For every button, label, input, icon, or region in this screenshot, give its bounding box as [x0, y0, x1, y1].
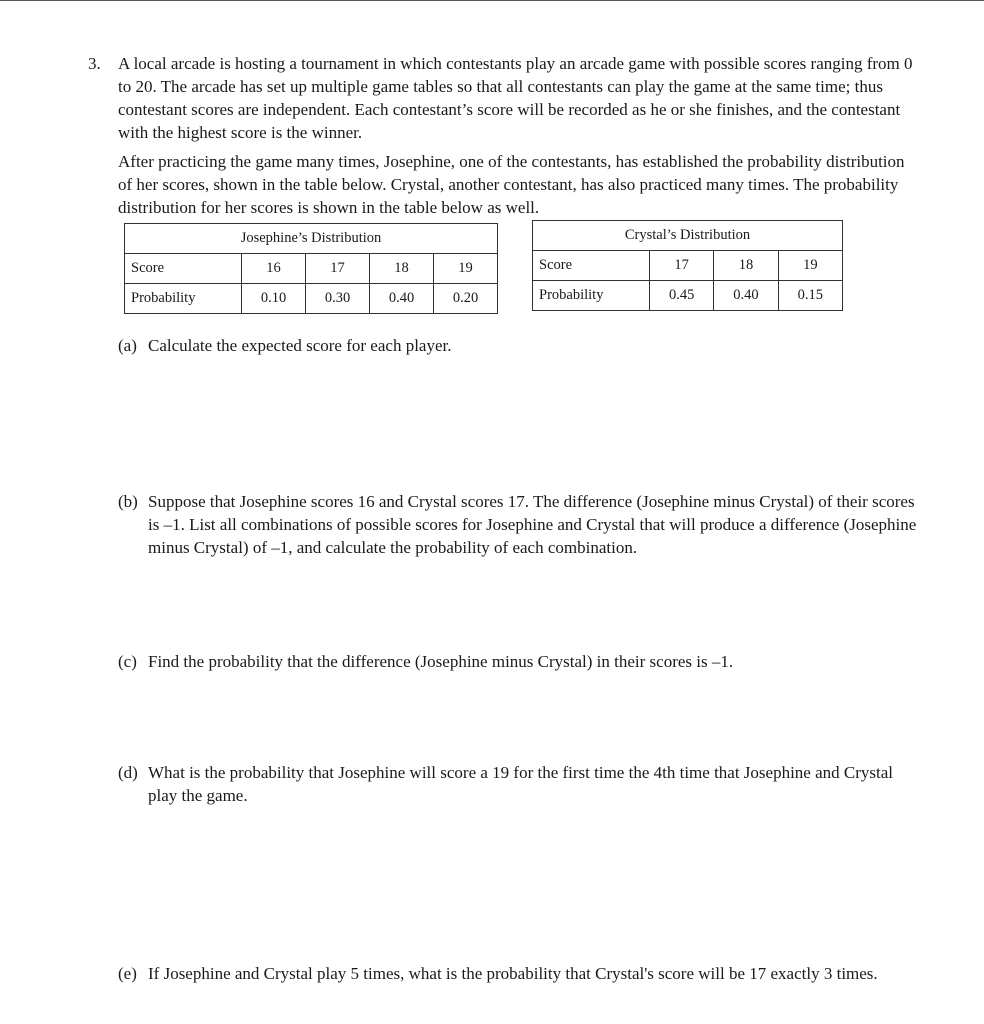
probability-cell: 0.40 [370, 284, 434, 314]
part-text: If Josephine and Crystal play 5 times, what is the probability that Crystal's score will be 17 exactly 3 times. [148, 964, 878, 983]
probability-cell: 0.10 [242, 284, 306, 314]
part-label: (a) [118, 336, 137, 355]
part-a [118, 334, 918, 357]
part-text: Calculate the expected score for each player. [148, 336, 452, 355]
probability-cell: 0.20 [434, 284, 498, 314]
row-label: Probability [125, 284, 242, 314]
part-label: (b) [118, 492, 138, 511]
probability-cell: 0.45 [650, 281, 714, 311]
row-label: Score [533, 251, 650, 281]
question-number: 3. [88, 54, 101, 73]
question-setup: After practicing the game many times, Josephine, one of the contestants, has established the probability distribution of her scores, shown in the table below. Crystal, another contestant, has also practiced many times. The probability distribution for her scores is shown in the table below as well. [118, 152, 905, 217]
probability-cell: 0.30 [306, 284, 370, 314]
part-b [118, 490, 918, 559]
score-row [125, 254, 498, 284]
score-cell: 18 [714, 251, 778, 281]
probability-cell: 0.40 [714, 281, 778, 311]
score-cell: 17 [306, 254, 370, 284]
probability-cell: 0.15 [778, 281, 842, 311]
part-label: (d) [118, 763, 138, 782]
part-label: (e) [118, 964, 137, 983]
probability-row [533, 281, 843, 311]
probability-row [125, 284, 498, 314]
score-cell: 16 [242, 254, 306, 284]
part-text: What is the probability that Josephine will score a 19 for the first time the 4th time that Josephine and Crystal play the game. [148, 763, 894, 805]
part-e [118, 962, 918, 985]
score-cell: 17 [650, 251, 714, 281]
score-cell: 19 [434, 254, 498, 284]
top-border-line [0, 0, 984, 1]
question-intro: A local arcade is hosting a tournament in which contestants play an arcade game with possible scores ranging from 0 to 20. The arcade has set up multiple game tables so that all contestants can play the game at the same time; thus contestant scores are independent. Each contestant’s score will be recorded as he or she finishes, and the contestant with the highest score is the winner. [118, 54, 913, 142]
josephine-distribution-table [124, 223, 498, 314]
row-label: Score [125, 254, 242, 284]
part-label: (c) [118, 652, 137, 671]
score-cell: 18 [370, 254, 434, 284]
crystal-distribution-table [532, 220, 843, 311]
score-row [533, 251, 843, 281]
table-title: Josephine’s Distribution [125, 224, 498, 254]
part-d [118, 761, 918, 807]
row-label: Probability [533, 281, 650, 311]
part-text: Find the probability that the difference (Josephine minus Crystal) in their scores is –1. [148, 652, 734, 671]
part-text: Suppose that Josephine scores 16 and Crystal scores 17. The difference (Josephine minus Crystal) of their scores is –1. List all combinations of possible scores for Josephine and Crystal that will produce a difference (Josephine minus Crystal) of –1, and calculate the probability of each combination. [148, 492, 917, 557]
score-cell: 19 [778, 251, 842, 281]
table-title: Crystal’s Distribution [533, 221, 843, 251]
part-c [118, 650, 918, 673]
